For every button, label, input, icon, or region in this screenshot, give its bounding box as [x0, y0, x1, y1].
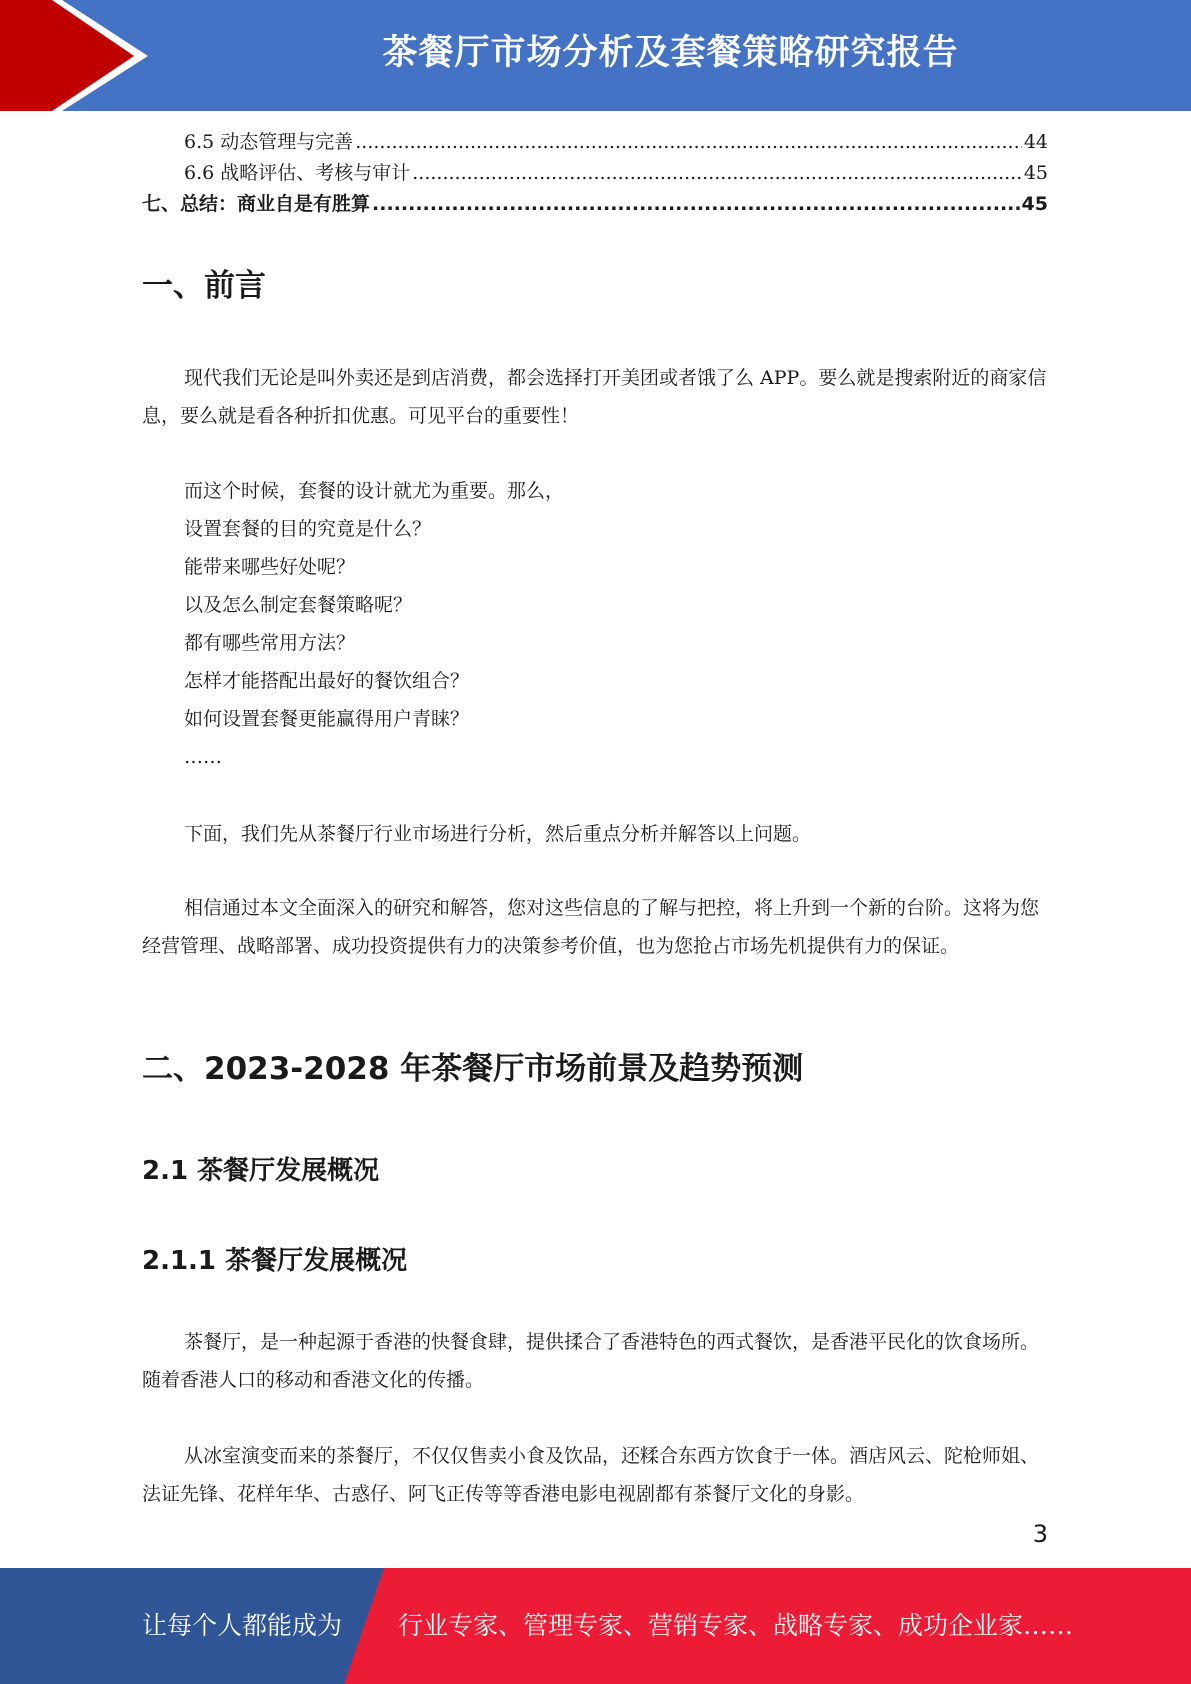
list-item: 而这个时候，套餐的设计就尤为重要。那么， [184, 480, 565, 502]
list-item: 能带来哪些好处呢？ [184, 556, 356, 578]
body-paragraph: 茶餐厅，是一种起源于香港的快餐食肆，提供揉合了香港特色的西式餐饮，是香港平民化的饮食场所。随着香港人口的移动和香港文化的传播。 [142, 1331, 1040, 1391]
toc-entry-label: 6.6 战略评估、考核与审计 [184, 162, 411, 184]
page-number: 3 [1032, 1520, 1048, 1548]
list-item: 都有哪些常用方法？ [184, 632, 356, 654]
body-paragraph: 现代我们无论是叫外卖还是到店消费，都会选择打开美团或者饿了么 APP。要么就是搜索附近的商家信息，要么就是看各种折扣优惠。可见平台的重要性！ [142, 367, 1047, 427]
body-paragraph: 相信通过本文全面深入的研究和解答，您对这些信息的了解与把控，将上升到一个新的台阶。这将为您经营管理、战略部署、成功投资提供有力的决策参考价值，也为您抢占市场先机提供有力的保证。 [142, 897, 1040, 957]
section-heading-foreword: 一、前言 [142, 268, 266, 304]
toc-entry-page: 45 [1023, 162, 1048, 184]
table-of-contents [142, 127, 1048, 220]
toc-entry[interactable] [142, 127, 1048, 158]
toc-leader-dots [355, 127, 1022, 158]
toc-entry[interactable] [142, 158, 1048, 189]
toc-entry-page: 44 [1023, 131, 1048, 153]
page-footer [0, 1568, 1191, 1684]
footer-slogan-right: 行业专家、管理专家、营销专家、战略专家、成功企业家…… [398, 1611, 1074, 1640]
toc-entry-page: 45 [1021, 193, 1048, 215]
report-title: 茶餐厅市场分析及套餐策略研究报告 [382, 33, 959, 73]
list-item: 以及怎么制定套餐策略呢？ [184, 594, 413, 616]
body-paragraph: 从冰室演变而来的茶餐厅，不仅仅售卖小食及饮品，还糅合东西方饮食于一体。酒店风云、陀枪师姐、法证先锋、花样年华、古惑仔、阿飞正传等等香港电影电视剧都有茶餐厅文化的身影。 [142, 1445, 1040, 1505]
list-item: …… [184, 746, 222, 768]
subsection-heading: 2.1 茶餐厅发展概况 [142, 1156, 380, 1186]
list-item: 设置套餐的目的究竟是什么？ [184, 518, 432, 540]
toc-entry-label: 6.5 动态管理与完善 [184, 131, 354, 153]
body-paragraph: 下面，我们先从茶餐厅行业市场进行分析，然后重点分析并解答以上问题。 [184, 823, 812, 845]
toc-entry[interactable] [142, 189, 1048, 220]
list-item: 如何设置套餐更能赢得用户青睐？ [184, 708, 470, 730]
toc-entry-label: 七、总结：商业自是有胜算 [142, 193, 371, 215]
page-header [0, 0, 1191, 111]
subsection-heading: 2.1.1 茶餐厅发展概况 [142, 1246, 408, 1276]
list-item: 怎样才能搭配出最好的餐饮组合？ [184, 670, 470, 692]
toc-leader-dots [372, 189, 1020, 220]
footer-slogan-left: 让每个人都能成为 [142, 1611, 343, 1640]
toc-leader-dots [412, 158, 1022, 189]
section-heading-market-forecast: 二、2023-2028 年茶餐厅市场前景及趋势预测 [142, 1051, 804, 1087]
question-list [184, 472, 564, 776]
